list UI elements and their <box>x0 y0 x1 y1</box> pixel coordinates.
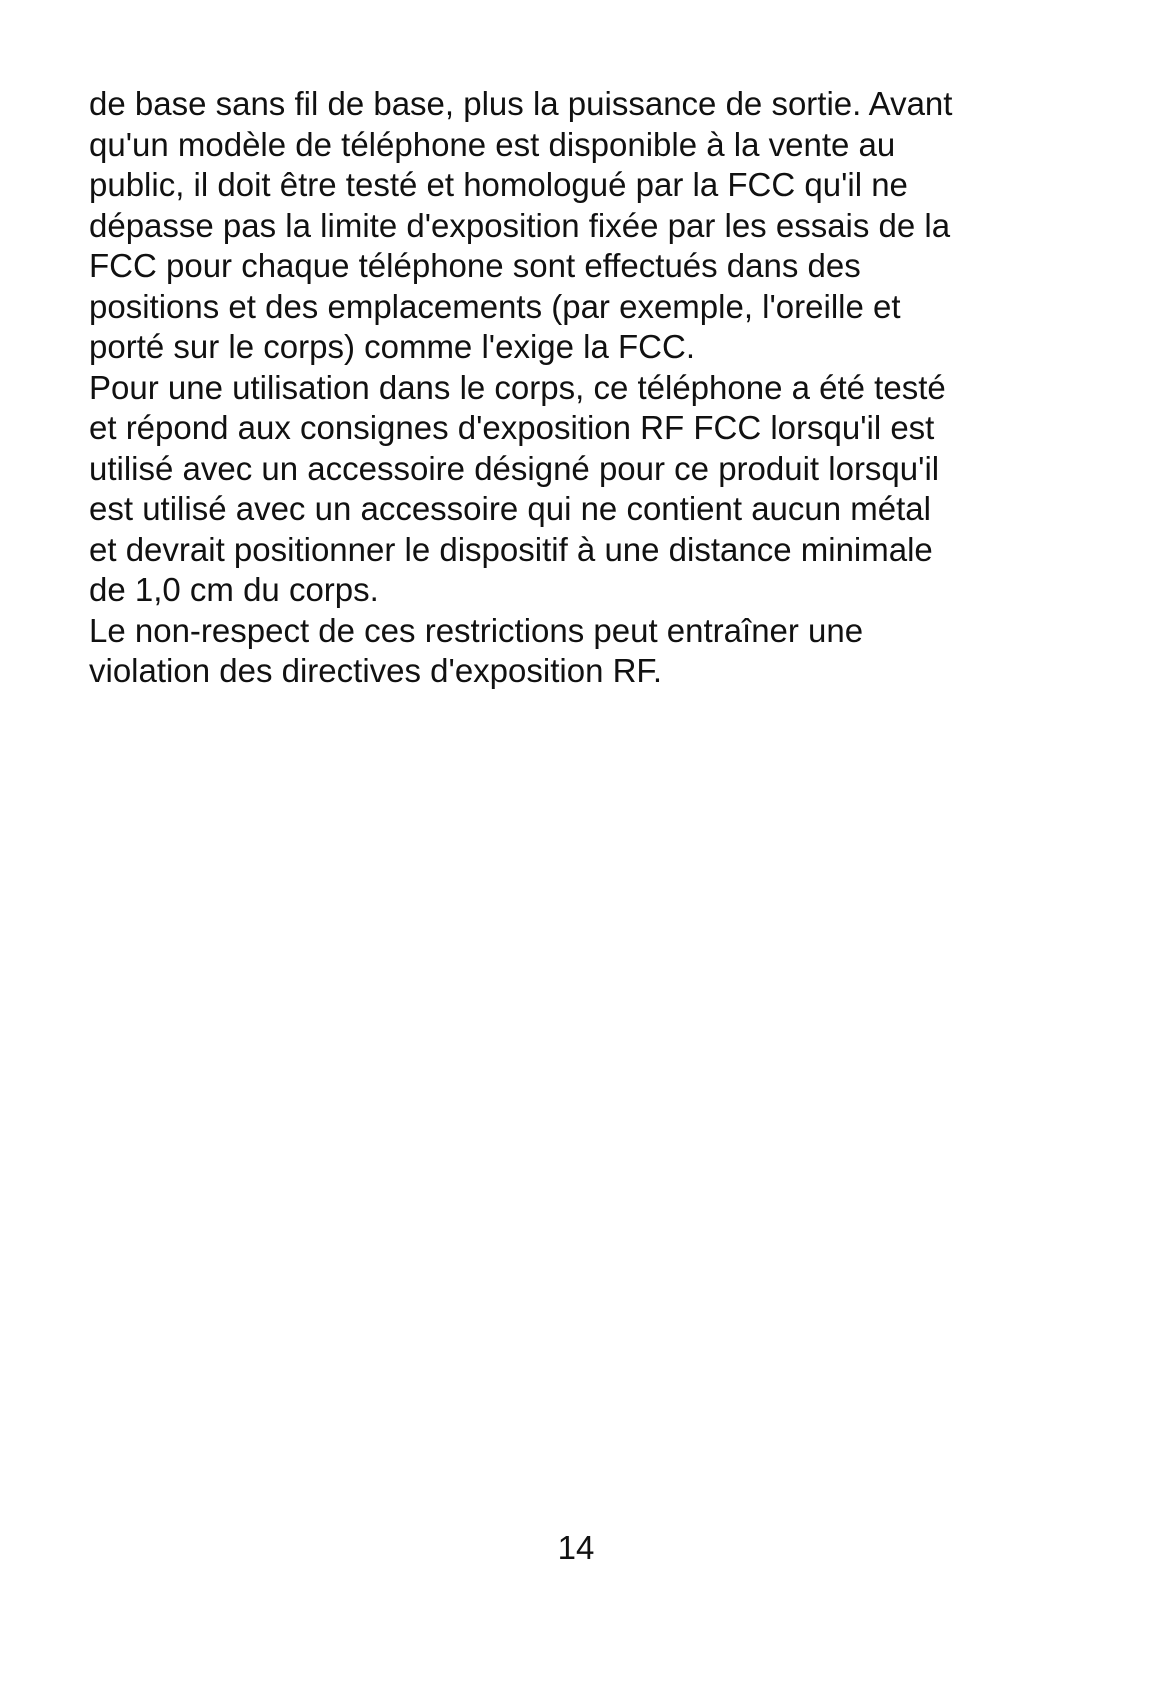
text-line: Le non-respect de ces restrictions peut entraîner une <box>89 611 864 649</box>
text-line: FCC pour chaque téléphone sont effectués dans des <box>89 247 861 284</box>
text-line: et devrait positionner le dispositif à une distance minimale <box>89 530 933 568</box>
text-line: violation des directives d'exposition RF. <box>89 652 663 689</box>
text-line: est utilisé avec un accessoire qui ne contient aucun métal <box>89 490 931 527</box>
text-line: public, il doit être testé et homologué par la FCC qu'il ne <box>89 166 908 203</box>
text-line: qu'un modèle de téléphone est disponible à la vente au <box>89 125 896 163</box>
page-number: 14 <box>557 1529 595 1566</box>
body-text <box>89 84 1089 692</box>
text-line: dépasse pas la limite d'exposition fixée par les essais de la <box>89 206 951 244</box>
text-line: Pour une utilisation dans le corps, ce téléphone a été testé <box>89 368 946 406</box>
text-line: utilisé avec un accessoire désigné pour ce produit lorsqu'il <box>89 449 940 487</box>
text-line: de 1,0 cm du corps. <box>89 571 379 608</box>
text-line: positions et des emplacements (par exemple, l'oreille et <box>89 287 901 325</box>
text-line: de base sans fil de base, plus la puissance de sortie. Avant <box>89 85 953 122</box>
text-line: porté sur le corps) comme l'exige la FCC. <box>89 328 695 365</box>
text-line: et répond aux consignes d'exposition RF FCC lorsqu'il est <box>89 409 935 446</box>
